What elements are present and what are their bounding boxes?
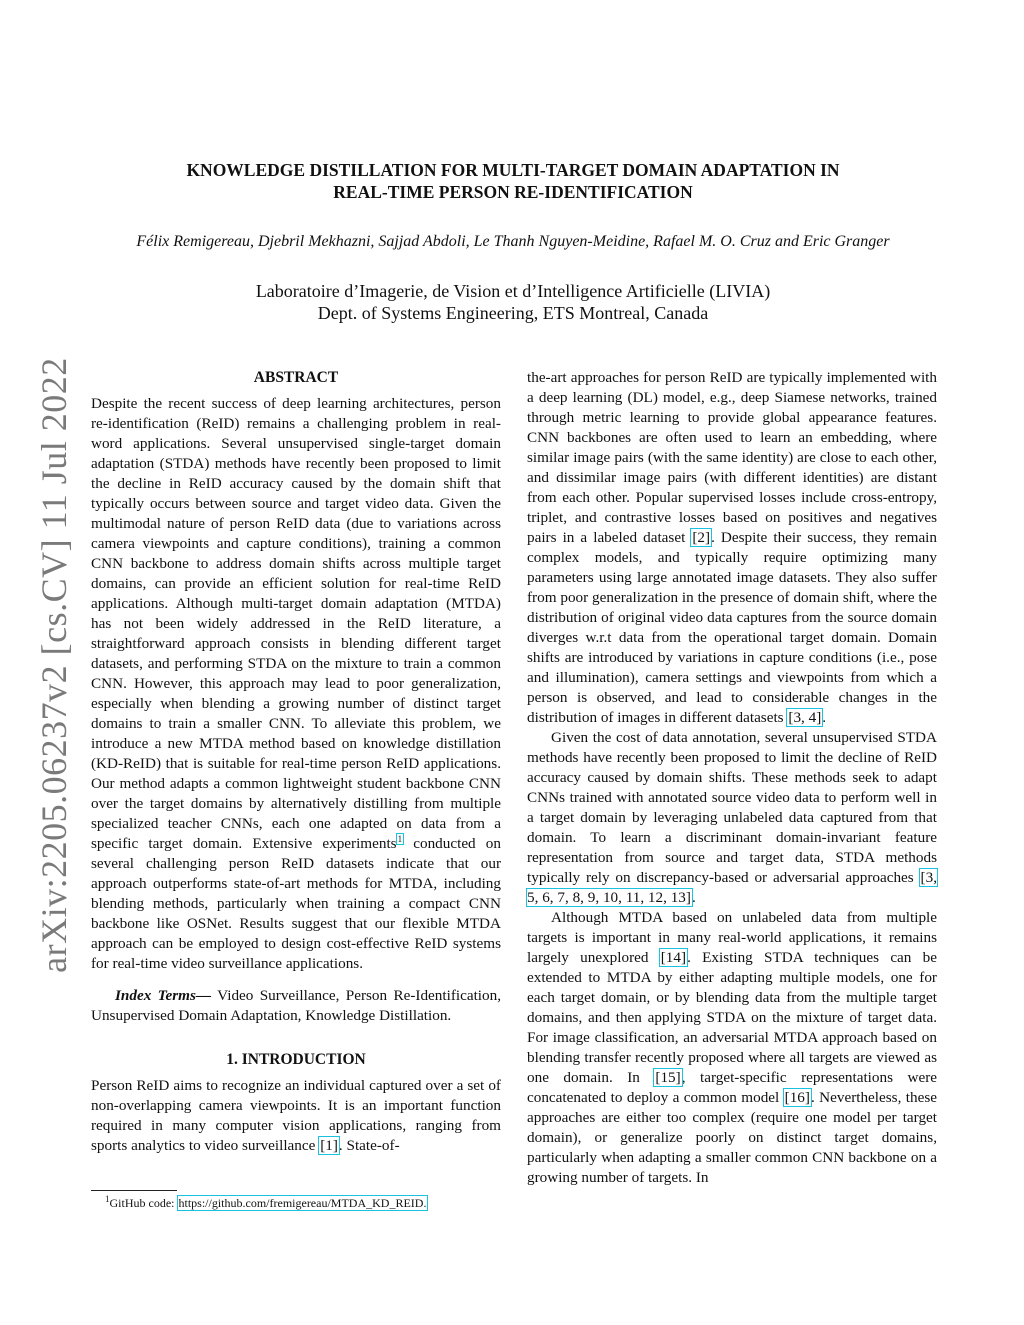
- right-paragraph-2: [527, 728, 937, 908]
- paragraph-text: Although MTDA based on unlabeled data from multiple targets is important in many real-world applications, it remains largely unexplored: [527, 909, 937, 966]
- right-column: [527, 368, 937, 1188]
- footnote-label: GitHub code:: [109, 1196, 178, 1210]
- footnote-divider: [91, 1190, 177, 1191]
- abstract-body: [91, 394, 501, 974]
- right-paragraph-3: [527, 908, 937, 1188]
- citation-link[interactable]: [2]: [692, 529, 711, 546]
- arxiv-identifier: arXiv:2205.06237v2 [cs.CV] 11 Jul 2022: [34, 357, 74, 973]
- abstract-text-a: Despite the recent success of deep learning architectures, person re-identification (ReID) remains a challenging problem in real-word applications. Several unsupervised single-target domain adaptation (STDA) methods have recently been proposed to limit the decline in ReID accuracy caused by the domain shift that typically occurs between source and target video data. Given the multimodal nature of person ReID data (due to variations across camera viewpoints and capture conditions), training a common CNN backbone to address domain shifts across multiple target domains, can provide an efficient solution for real-time ReID applications. Although multi-target domain adaptation (MTDA) has not been widely addressed in the ReID literature, a straightforward approach consists in blending different target datasets, and performing STDA on the mixture to train a common CNN. However, this approach may lead to poor generalization, especially when blending a growing number of distinct target domains to train a smaller CNN. To alleviate this problem, we introduce a new MTDA method based on knowledge distillation (KD-ReID) that is suitable for real-time person ReID applications. Our method adapts a common lightweight student backbone CNN over the target domains by alternatively distilling from multiple specialized teacher CNNs, each one adapted on data from a specific target domain. Extensive experiments: [91, 395, 501, 852]
- author-list: Félix Remigereau, Djebril Mekhazni, Sajjad Abdoli, Le Thanh Nguyen-Meidine, Rafael M. O. Cruz and Eric Granger: [136, 233, 890, 250]
- paragraph-text: .: [691, 889, 696, 906]
- citation-link[interactable]: [1]: [320, 1137, 338, 1154]
- paragraph-text: Given the cost of data annotation, several unsupervised STDA methods have recently been proposed to limit the decline of ReID accuracy caused by domain shifts. These methods seek to adapt CNNs trained with annotated source video data to perform well in a target domain by leveraging unlabeled data captured from that domain. To learn a discriminant domain-invariant feature representation from source and target data, STDA methods typically rely on discrepancy-based or adversarial approaches: [527, 729, 937, 886]
- citation-link[interactable]: [3, 4]: [788, 709, 822, 726]
- index-terms-label: Index Terms—: [115, 987, 212, 1004]
- abstract-heading: ABSTRACT: [253, 369, 339, 386]
- left-column: [91, 368, 501, 1156]
- index-terms: [91, 986, 501, 1026]
- paragraph-text: , target-specific representations were concatenated to deploy a common model: [527, 1069, 937, 1106]
- paragraph-text: the-art approaches for person ReID are typically implemented with a deep learning (DL) model, e.g., deep Siamese networks, trained through metric learning to provide global appearance features. CNN backbones are often used to learn an embedding, where similar image pairs (with the same identity) are close to each other, and dissimilar image pairs (with different identities) are distant from each other. Popular supervised losses include cross-entropy, triplet, and contrastive losses based on positives and negatives pairs in a labeled dataset: [527, 369, 937, 546]
- citation-link[interactable]: [15]: [655, 1069, 681, 1086]
- paragraph-text: . Existing STDA techniques can be extended to MTDA by either adapting multiple models, one for each target domain, or by blending data from the multiple target domains, and then applying STDA on the mixture of target data. For image classification, an adversarial MTDA approach based on blending transfer recently proposed where all targets are viewed as one domain. In: [527, 949, 937, 1086]
- paper-title: [90, 159, 936, 203]
- arxiv-sidebar-stamp: [30, 357, 78, 973]
- paragraph-text: . Nevertheless, these approaches are either too complex (require one model per target domain), or generalize poorly on distinct target domains, particularly when adapting a smaller common CNN backbone on a growing number of targets. In: [527, 1089, 937, 1186]
- footnote-reference-link[interactable]: 1: [397, 833, 403, 844]
- intro-text-tail: . State-of-: [338, 1137, 400, 1154]
- citation-link[interactable]: [3, 5, 6, 7, 8, 9, 10, 11, 12, 13]: [527, 869, 937, 906]
- title-line-2: REAL-TIME PERSON RE-IDENTIFICATION: [333, 182, 693, 202]
- introduction-paragraph: [91, 1076, 501, 1156]
- affiliation-line-2: Dept. of Systems Engineering, ETS Montreal, Canada: [317, 303, 709, 323]
- title-line-1: KNOWLEDGE DISTILLATION FOR MULTI-TARGET DOMAIN ADAPTATION IN: [186, 160, 840, 180]
- paragraph-text: . Despite their success, they remain complex models, and typically require optimizing many parameters using large annotated image datasets. They also suffer from poor generalization in the presence of domain shift, where the distribution of original video data captures from the source domain diverges w.r.t data from the operational target domain. Domain shifts are introduced by variations in capture conditions (i.e., pose and illumination), camera settings and viewpoints from which a person is observed, and lead to considerable changes in the distribution of images in different datasets: [527, 529, 937, 726]
- introduction-heading: 1. INTRODUCTION: [226, 1051, 366, 1068]
- footnote-mark: 1: [105, 1194, 110, 1204]
- citation-link[interactable]: [14]: [660, 949, 687, 966]
- paragraph-text: .: [822, 709, 827, 726]
- affiliation-line-1: Laboratoire d’Imagerie, de Vision et d’Intelligence Artificielle (LIVIA): [255, 281, 771, 301]
- right-paragraph-1: [527, 368, 937, 728]
- intro-text: Person ReID aims to recognize an individual captured over a set of non-overlapping camera viewpoints. It is an important function required in many computer vision applications, ranging from sports analytics to video surveillance: [91, 1077, 501, 1154]
- citation-link[interactable]: [16]: [784, 1089, 810, 1106]
- index-terms-text: Video Surveillance, Person Re-Identification, Unsupervised Domain Adaptation, Knowledge Distillation.: [91, 987, 502, 1024]
- abstract-text-b: conducted on several challenging person ReID datasets indicate that our approach outperforms state-of-art methods for MTDA, including blending methods, particularly when training a compact CNN backbone like OSNet. Results suggest that our flexible MTDA approach can be employed to design cost-effective ReID systems for real-time video surveillance applications.: [91, 835, 501, 972]
- affiliation: [90, 280, 936, 324]
- github-url-link[interactable]: https://github.com/fremigereau/MTDA_KD_REID.: [178, 1196, 427, 1210]
- footnote: [105, 1196, 427, 1211]
